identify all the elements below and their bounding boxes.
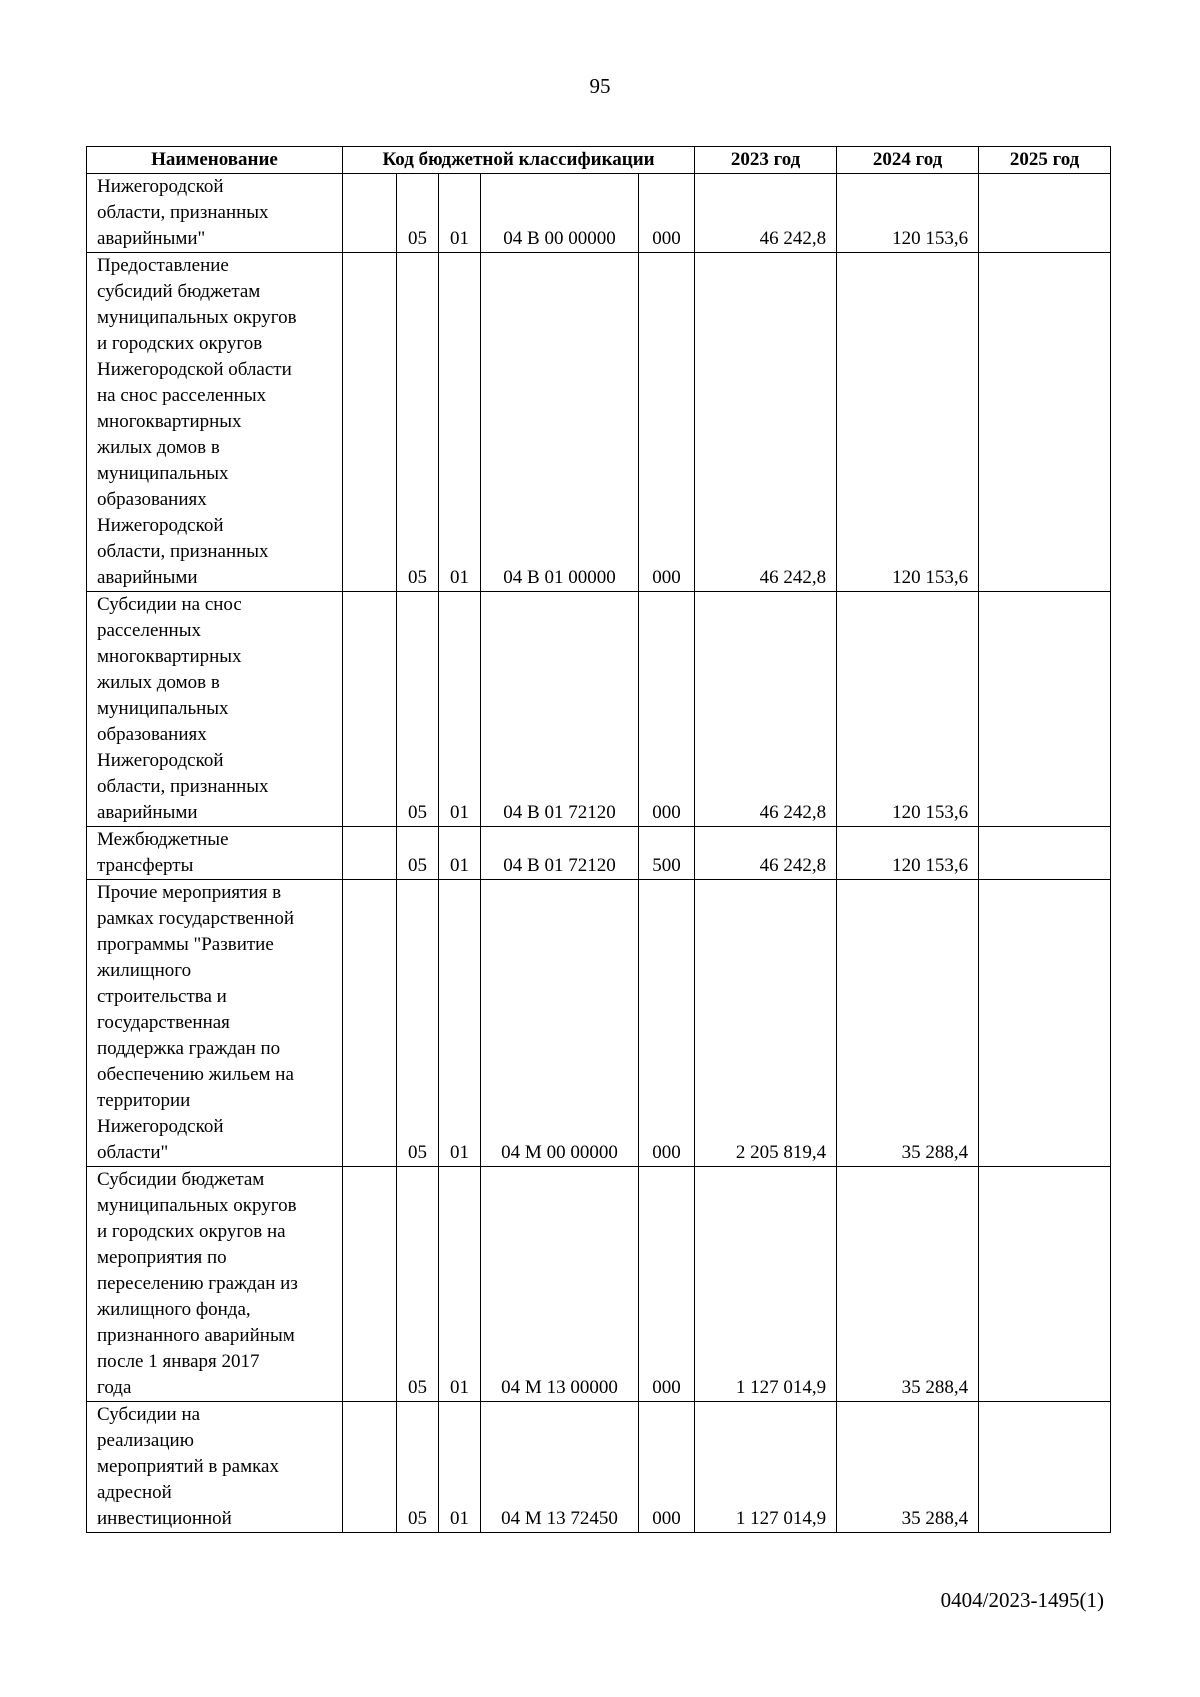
code-cell-section: 05 [397, 1402, 439, 1533]
name-cell: Субсидии на реализацию мероприятий в рамках адресной инвестиционной [87, 1402, 343, 1533]
code-cell-1 [343, 827, 397, 880]
code-cell-expense-type: 000 [639, 592, 695, 827]
amount-2025 [979, 880, 1111, 1167]
name-cell: Субсидии бюджетам муниципальных округов и городских округов на мероприятия по переселению граждан из жилищного фонда, признанного аварийным после 1 января 2017 года [87, 1167, 343, 1402]
amount-2025 [979, 592, 1111, 827]
amount-2023: 46 242,8 [695, 253, 837, 592]
code-cell-expense-type: 000 [639, 174, 695, 253]
header-2025: 2025 год [979, 147, 1111, 174]
code-cell-target: 04 М 00 00000 [481, 880, 639, 1167]
code-cell-subsection: 01 [439, 1167, 481, 1402]
amount-2024: 120 153,6 [837, 827, 979, 880]
table-row [87, 1402, 1111, 1533]
code-cell-target: 04 В 01 72120 [481, 592, 639, 827]
code-cell-subsection: 01 [439, 1402, 481, 1533]
amount-2025 [979, 827, 1111, 880]
table-row [87, 1167, 1111, 1402]
amount-2023: 46 242,8 [695, 174, 837, 253]
table-header-row [87, 147, 1111, 174]
table-row [87, 827, 1111, 880]
amount-2025 [979, 1167, 1111, 1402]
code-cell-expense-type: 000 [639, 253, 695, 592]
name-cell: Нижегородской области, признанных аварийными" [87, 174, 343, 253]
table-row [87, 253, 1111, 592]
code-cell-1 [343, 1167, 397, 1402]
amount-2025 [979, 253, 1111, 592]
code-cell-target: 04 В 01 72120 [481, 827, 639, 880]
code-cell-section: 05 [397, 253, 439, 592]
budget-table [86, 146, 1111, 1533]
code-cell-expense-type: 000 [639, 1167, 695, 1402]
code-cell-section: 05 [397, 592, 439, 827]
code-cell-subsection: 01 [439, 174, 481, 253]
amount-2023: 2 205 819,4 [695, 880, 837, 1167]
amount-2023: 46 242,8 [695, 827, 837, 880]
code-cell-target: 04 В 00 00000 [481, 174, 639, 253]
code-cell-section: 05 [397, 174, 439, 253]
code-cell-1 [343, 253, 397, 592]
header-name: Наименование [87, 147, 343, 174]
code-cell-target: 04 В 01 00000 [481, 253, 639, 592]
code-cell-1 [343, 1402, 397, 1533]
amount-2025 [979, 1402, 1111, 1533]
code-cell-1 [343, 880, 397, 1167]
header-2023: 2023 год [695, 147, 837, 174]
code-cell-target: 04 М 13 72450 [481, 1402, 639, 1533]
code-cell-1 [343, 592, 397, 827]
table-row [87, 592, 1111, 827]
amount-2023: 1 127 014,9 [695, 1167, 837, 1402]
footer-document-code: 0404/2023-1495(1) [940, 1588, 1104, 1612]
amount-2024: 120 153,6 [837, 592, 979, 827]
code-cell-expense-type: 000 [639, 880, 695, 1167]
header-code: Код бюджетной классификации [343, 147, 695, 174]
amount-2023: 1 127 014,9 [695, 1402, 837, 1533]
code-cell-subsection: 01 [439, 827, 481, 880]
amount-2024: 120 153,6 [837, 253, 979, 592]
table-row [87, 174, 1111, 253]
page-number: 95 [589, 74, 611, 98]
amount-2024: 35 288,4 [837, 1167, 979, 1402]
amount-2024: 35 288,4 [837, 880, 979, 1167]
code-cell-section: 05 [397, 827, 439, 880]
code-cell-section: 05 [397, 880, 439, 1167]
table-body [87, 174, 1111, 1533]
name-cell: Субсидии на снос расселенных многоквартирных жилых домов в муниципальных образованиях Нижегородской области, признанных аварийными [87, 592, 343, 827]
amount-2024: 120 153,6 [837, 174, 979, 253]
name-cell: Межбюджетные трансферты [87, 827, 343, 880]
name-cell: Прочие мероприятия в рамках государственной программы "Развитие жилищного строительства и государственная поддержка граждан по обеспечению жильем на территории Нижегородской области" [87, 880, 343, 1167]
code-cell-expense-type: 000 [639, 1402, 695, 1533]
name-cell: Предоставление субсидий бюджетам муниципальных округов и городских округов Нижегородской области на снос расселенных многоквартирных жилых домов в муниципальных образованиях Нижегородской области, признанных аварийными [87, 253, 343, 592]
code-cell-1 [343, 174, 397, 253]
code-cell-subsection: 01 [439, 253, 481, 592]
code-cell-subsection: 01 [439, 592, 481, 827]
amount-2025 [979, 174, 1111, 253]
code-cell-expense-type: 500 [639, 827, 695, 880]
amount-2024: 35 288,4 [837, 1402, 979, 1533]
code-cell-section: 05 [397, 1167, 439, 1402]
header-2024: 2024 год [837, 147, 979, 174]
table-row [87, 880, 1111, 1167]
code-cell-subsection: 01 [439, 880, 481, 1167]
amount-2023: 46 242,8 [695, 592, 837, 827]
code-cell-target: 04 М 13 00000 [481, 1167, 639, 1402]
